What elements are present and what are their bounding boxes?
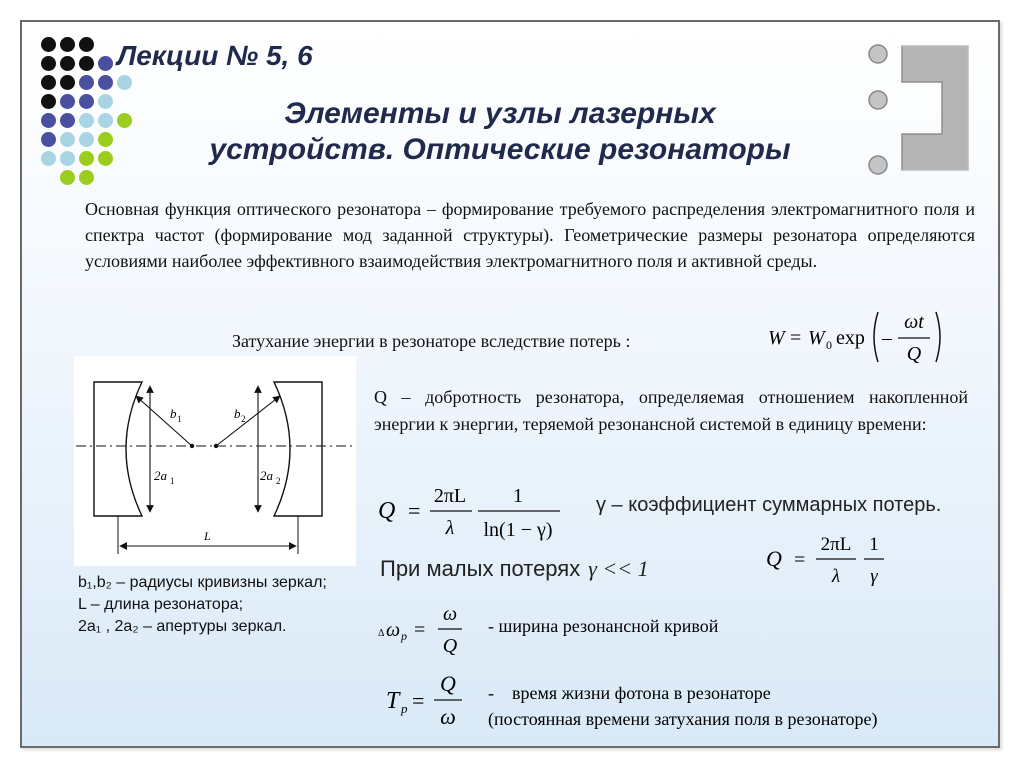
- bracket-decoration-icon: [862, 38, 974, 178]
- legend-apertures: 2a₁ , 2a₂ – апертуры зеркал.: [78, 618, 287, 635]
- svg-text:=: =: [412, 688, 425, 713]
- slide-title-line1: Элементы и узлы лазерных: [284, 97, 716, 130]
- a1-label: 2a: [154, 468, 167, 483]
- svg-text:=: =: [414, 619, 426, 641]
- legend-radii: b₁,b₂ – радиусы кривизны зеркал;: [78, 574, 327, 591]
- a2-label: 2a: [260, 468, 273, 483]
- svg-text:W: W: [808, 327, 825, 349]
- b1-label: b: [170, 406, 177, 421]
- lifetime-text-line1: - время жизни фотона в резонаторе: [488, 683, 771, 703]
- gamma-description: γ – коэффициент суммарных потерь.: [596, 494, 942, 516]
- svg-text:1: 1: [869, 534, 879, 555]
- svg-text:T: T: [386, 688, 400, 714]
- decay-formula: [766, 306, 956, 368]
- lifetime-description: [488, 680, 878, 732]
- resonator-diagram-panel: [74, 356, 356, 566]
- svg-text:Q: Q: [440, 671, 456, 696]
- svg-text:γ: γ: [870, 566, 878, 587]
- lifetime-formula: [384, 666, 474, 732]
- slide-title: [140, 96, 860, 168]
- svg-text:1: 1: [177, 414, 182, 424]
- length-label: L: [204, 529, 211, 543]
- svg-text:ω: ω: [440, 704, 456, 729]
- small-loss-text: При малых потерях: [380, 556, 581, 581]
- svg-text:λ: λ: [831, 566, 841, 587]
- svg-text:Q: Q: [442, 635, 458, 657]
- svg-text:ω: ω: [386, 619, 401, 641]
- svg-text:1: 1: [170, 476, 175, 486]
- q-description: Q – добротность резонатора, определяемая отношением накопленной энергии к энергии, теряемой резонансной системой в единицу времени:: [374, 387, 968, 434]
- q-small-loss-formula: [764, 526, 900, 590]
- svg-text:W: W: [768, 327, 785, 349]
- svg-text:ln(1 − γ): ln(1 − γ): [483, 519, 553, 541]
- svg-text:Q: Q: [906, 343, 922, 365]
- svg-text:p: p: [401, 701, 408, 716]
- svg-text:=: =: [794, 549, 806, 571]
- svg-text:=: =: [790, 327, 802, 349]
- svg-text:ω: ω: [442, 603, 458, 625]
- svg-text:–: –: [882, 327, 892, 349]
- q-formula: [374, 478, 574, 544]
- svg-text:0: 0: [826, 338, 832, 352]
- svg-text:λ: λ: [445, 517, 455, 539]
- svg-text:Δ: Δ: [378, 628, 385, 639]
- lifetime-text-line2: (постоянная времени затухания поля в резонаторе): [488, 709, 878, 729]
- svg-text:Q: Q: [378, 498, 396, 524]
- lecture-title: Лекции № 5, 6: [117, 40, 313, 71]
- b2-label: b: [234, 406, 241, 421]
- svg-text:exp: exp: [836, 327, 865, 349]
- slide-title-line2: устройств. Оптические резонаторы: [209, 133, 791, 166]
- svg-text:=: =: [408, 498, 421, 523]
- svg-text:2: 2: [241, 414, 246, 424]
- svg-text:2πL: 2πL: [433, 485, 467, 507]
- small-loss-condition: γ << 1: [588, 556, 649, 581]
- resonator-diagram: [74, 356, 356, 566]
- svg-text:p: p: [401, 629, 407, 643]
- intro-paragraph: Основная функция оптического резонатора – формирование требуемого распределения электромагнитного поля и спектра частот (формирование мод заданной структуры). Геометрические размеры резонатора определяются условиями наиболее эффективного взаимодействия электромагнитного поля и активной среды.: [85, 199, 975, 271]
- decay-label: Затухание энергии в резонаторе вследствие потерь :: [232, 331, 631, 351]
- small-loss-label: [380, 556, 649, 582]
- legend-length: L – длина резонатора;: [78, 596, 244, 613]
- width-description: - ширина резонансной кривой: [488, 616, 719, 636]
- svg-text:2πL: 2πL: [820, 534, 852, 555]
- svg-text:1: 1: [513, 485, 523, 507]
- svg-text:2: 2: [276, 476, 281, 486]
- width-formula: [376, 598, 476, 660]
- svg-text:ωt: ωt: [904, 311, 924, 333]
- svg-text:Q: Q: [766, 546, 782, 571]
- diagram-legend: [78, 572, 327, 638]
